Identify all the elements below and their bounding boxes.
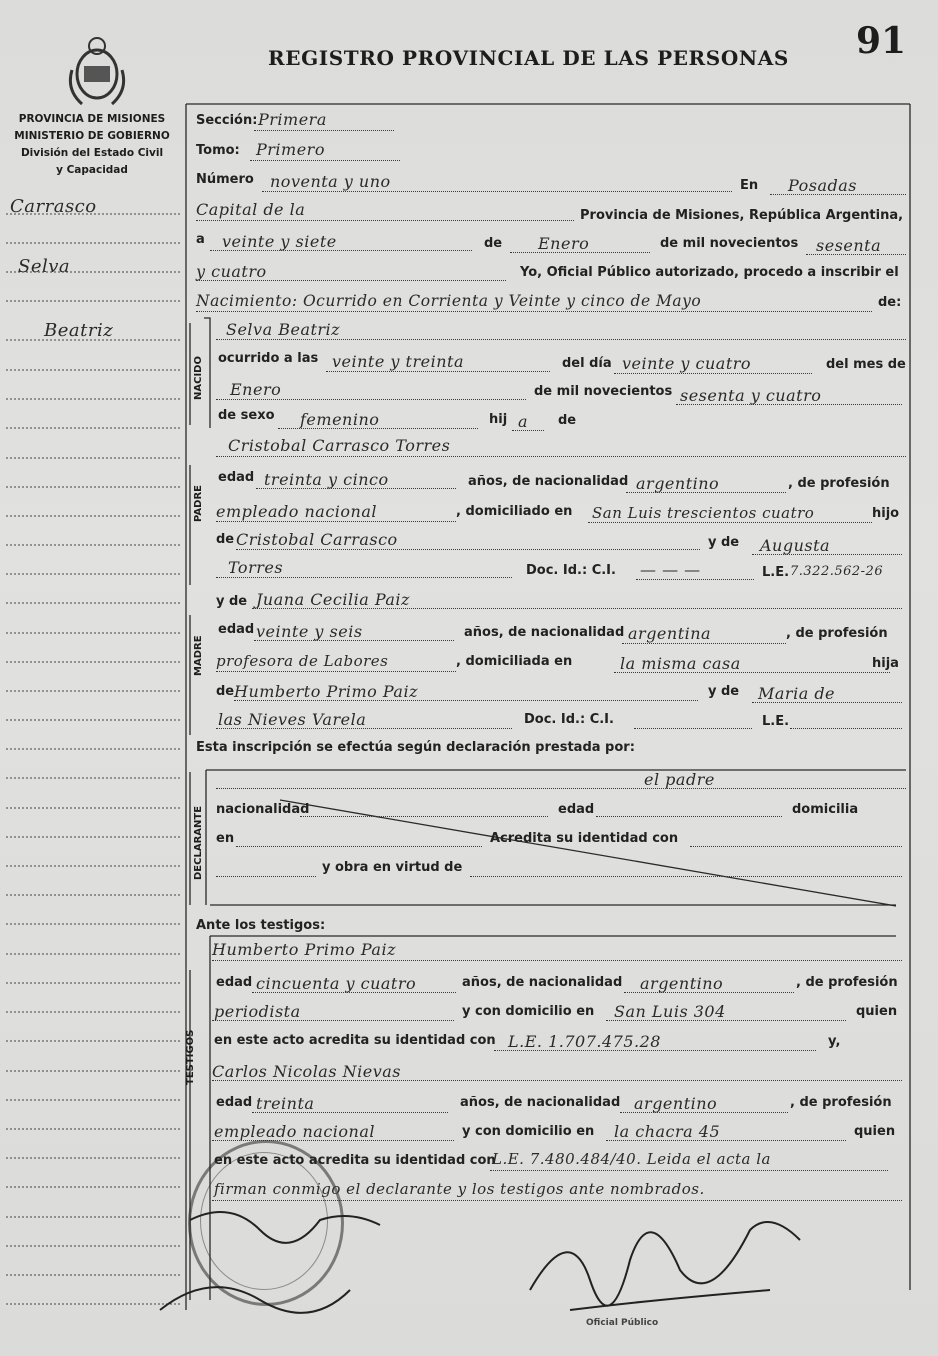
- nacido-mes-line: [216, 399, 526, 400]
- madre-y-de-label: y de: [216, 594, 248, 609]
- a-label: a: [196, 232, 205, 247]
- padre-profesion-line: [216, 521, 456, 522]
- padre-edad-value: treinta y cinco: [264, 470, 389, 489]
- hij-label: hij: [489, 412, 508, 427]
- nacido-nombre: Selva Beatriz: [226, 320, 341, 339]
- de-colon: de:: [878, 295, 902, 310]
- anio-value: sesenta: [816, 236, 882, 255]
- org-line: y Capacidad: [56, 164, 128, 176]
- section-testigos: TESTIGOS: [185, 1029, 196, 1085]
- testigo2-quien-label: quien: [854, 1124, 896, 1139]
- margin-note-name2: Beatriz: [44, 320, 114, 341]
- declarante-nac-line: [300, 816, 548, 817]
- del-dia-label: del día: [562, 356, 612, 371]
- madre-le-label: L.E.: [762, 714, 790, 729]
- cierre-text: firman conmigo el declarante y los testigos ante nombrados.: [214, 1180, 705, 1198]
- padre-madre-de2: Torres: [228, 558, 284, 577]
- padre-de-label: de: [216, 532, 235, 547]
- madre-hija-label: hija: [872, 656, 899, 671]
- org-line: PROVINCIA DE MISIONES: [18, 113, 166, 125]
- en-value: Posadas: [788, 176, 857, 195]
- padre-y-de-label: y de: [708, 535, 740, 550]
- madre-profesion-value: profesora de Labores: [216, 652, 389, 670]
- dia-value: veinte y siete: [222, 232, 337, 251]
- madre-madre2-line: [216, 728, 512, 729]
- padre-edad-label: edad: [218, 470, 255, 485]
- ante-testigos-label: Ante los testigos:: [196, 918, 326, 933]
- sexo-label: de sexo: [218, 408, 275, 423]
- hij-line: [512, 430, 544, 431]
- madre-nacionalidad-value: argentina: [628, 624, 712, 643]
- declarante-obra-line2: [470, 876, 902, 877]
- testigo2-acredita-text: en este acto acredita su identidad con: [214, 1153, 496, 1168]
- padre-nombre: Cristobal Carrasco Torres: [228, 436, 451, 455]
- testigo1-dom-line: [606, 1020, 846, 1021]
- nacido-mes-value: Enero: [230, 380, 282, 399]
- testigo1-y-label: y,: [828, 1034, 841, 1049]
- madre-edad-label: edad: [218, 622, 255, 637]
- padre-profesion-label: , de profesión: [788, 476, 890, 491]
- declarante-obra-line1: [216, 876, 316, 877]
- padre-le-value: 7.322.562-26: [790, 564, 884, 579]
- testigo1-profesion-value: periodista: [214, 1002, 301, 1021]
- madre-edad-value: veinte y seis: [256, 622, 363, 641]
- numero-label: Número: [196, 172, 254, 187]
- testigo1-edad-value: cincuenta y cuatro: [256, 974, 417, 993]
- testigo2-domicilio-label: y con domicilio en: [462, 1124, 595, 1139]
- padre-nombre-line: [216, 456, 906, 457]
- hora-line: [326, 371, 550, 372]
- testigo2-edad-label: edad: [216, 1095, 253, 1110]
- testigo2-doc-value: L.E. 7.480.484/40. Leida el acta la: [492, 1150, 771, 1168]
- org-line: División del Estado Civil: [20, 147, 164, 159]
- testigo2-nombre-line: [212, 1080, 902, 1081]
- declarante-line1: [216, 788, 906, 789]
- mil-text: de mil novecientos: [660, 236, 799, 251]
- seccion-line: [254, 130, 394, 131]
- testigo1-edad-label: edad: [216, 975, 253, 990]
- testigo1-acredita-text: en este acto acredita su identidad con: [214, 1033, 496, 1048]
- padre-madre-de: Augusta: [760, 536, 831, 555]
- nacido-mil-text: de mil novecientos: [534, 384, 673, 399]
- madre-profesion-line: [216, 671, 456, 672]
- sexo-line: [278, 428, 478, 429]
- declarante-domicilio-label: domicilia: [792, 802, 859, 817]
- padre-nacionalidad-text: años, de nacionalidad: [468, 474, 629, 489]
- padre-doc-value: — — —: [640, 560, 701, 579]
- tomo-value: Primero: [256, 140, 325, 159]
- numero-value: noventa y uno: [270, 172, 391, 191]
- padre-domicilio-line: [588, 522, 872, 523]
- numero-line: [262, 191, 732, 192]
- padre-padre-de: Cristobal Carrasco: [236, 530, 398, 549]
- padre-doc-label: Doc. Id.: C.I.: [526, 563, 616, 578]
- testigo1-domicilio-label: y con domicilio en: [462, 1004, 595, 1019]
- padre-nacionalidad-value: argentino: [636, 474, 720, 493]
- testigo2-prof-line: [212, 1140, 454, 1141]
- madre-doc-label: Doc. Id.: C.I.: [524, 712, 614, 727]
- capital-value: Capital de la: [196, 200, 306, 219]
- testigo1-nombre: Humberto Primo Paiz: [212, 940, 396, 959]
- mes-value: Enero: [538, 234, 590, 253]
- testigo1-doc-value: L.E. 1.707.475.28: [508, 1032, 661, 1051]
- testigo2-nacionalidad-value: argentino: [634, 1094, 718, 1113]
- del-mes-label: del mes de: [826, 357, 906, 372]
- madre-profesion-label: , de profesión: [786, 626, 888, 641]
- testigo1-doc-line: [494, 1050, 816, 1051]
- capital-line: [196, 220, 574, 221]
- madre-nombre-line: [252, 608, 902, 609]
- de-label: de: [484, 236, 503, 251]
- nacido-dia-line: [614, 373, 812, 374]
- declarante-edad-label: edad: [558, 802, 595, 817]
- testigo2-edad-value: treinta: [256, 1094, 315, 1113]
- testigo1-prof-line: [212, 1020, 454, 1021]
- tomo-line: [250, 160, 400, 161]
- anio-value2: y cuatro: [196, 262, 267, 281]
- madre-nombre: Juana Cecilia Paiz: [256, 590, 410, 609]
- dia-line: [210, 250, 472, 251]
- padre-le-label: L.E.: [762, 565, 790, 580]
- acto-value: Nacimiento: Ocurrido en Corrienta y Veinte y cinco de Mayo: [196, 292, 702, 310]
- margin-note-surname: Carrasco: [10, 196, 97, 217]
- madre-domicilio-label: , domiciliada en: [456, 654, 573, 669]
- declarante-en-line: [236, 846, 482, 847]
- testigo2-nac-line: [620, 1112, 788, 1113]
- nacido-anio-line: [676, 404, 902, 405]
- madre-madre-line: [752, 702, 902, 703]
- section-nacido: NACIDO: [193, 356, 204, 400]
- declarante-edad-line: [596, 816, 782, 817]
- declarante-en-label: en: [216, 831, 235, 846]
- padre-hijo-label: hijo: [872, 506, 900, 521]
- sexo-value: femenino: [300, 410, 380, 429]
- section-madre: MADRE: [193, 635, 204, 676]
- seccion-value: Primera: [258, 110, 327, 129]
- testigo1-profesion-label: , de profesión: [796, 975, 898, 990]
- nacido-de-label: de: [558, 413, 577, 428]
- madre-y-de2-label: y de: [708, 684, 740, 699]
- declarante-obra-label: y obra en virtud de: [322, 860, 463, 875]
- padre-madre2-line: [216, 577, 512, 578]
- testigo2-profesion-value: empleado nacional: [214, 1122, 375, 1141]
- testigo1-domicilio-value: San Luis 304: [614, 1002, 726, 1021]
- padre-edad-line: [256, 488, 456, 489]
- testigo1-edad-line: [252, 992, 456, 993]
- page-number: 91: [856, 20, 907, 62]
- testigo2-doc-line: [490, 1170, 888, 1171]
- padre-domicilio-label: , domiciliado en: [456, 504, 573, 519]
- testigo1-nacionalidad-value: argentino: [640, 974, 724, 993]
- testigo1-quien-label: quien: [856, 1004, 898, 1019]
- testigo2-nombre: Carlos Nicolas Nievas: [212, 1062, 402, 1081]
- anio-line: [806, 254, 906, 255]
- madre-le-line: [790, 728, 902, 729]
- declarante-acredita-label: Acredita su identidad con: [490, 831, 679, 846]
- madre-edad-line: [254, 640, 454, 641]
- testigo2-edad-line: [252, 1112, 448, 1113]
- madre-domicilio-value: la misma casa: [620, 654, 741, 673]
- testigo2-profesion-label: , de profesión: [790, 1095, 892, 1110]
- testigo2-domicilio-value: la chacra 45: [614, 1122, 721, 1141]
- declarante-acredita-line: [690, 846, 902, 847]
- padre-doc-line: [636, 579, 754, 580]
- madre-padre-line: [234, 700, 698, 701]
- hij-value: a: [518, 412, 529, 431]
- oficial-text: Yo, Oficial Público autorizado, procedo a inscribir el: [520, 265, 899, 280]
- testigo1-nac-line: [624, 992, 794, 993]
- padre-profesion-value: empleado nacional: [216, 502, 377, 521]
- padre-madre-line: [752, 554, 902, 555]
- madre-padre-de: Humberto Primo Paiz: [234, 682, 418, 701]
- provincia-text: Provincia de Misiones, República Argentina,: [580, 208, 904, 223]
- madre-nacionalidad-line: [622, 643, 786, 644]
- nacido-dia-value: veinte y cuatro: [622, 354, 752, 373]
- tomo-label: Tomo:: [196, 143, 240, 158]
- madre-madre-de: Maria de: [758, 684, 836, 703]
- en-label: En: [740, 178, 759, 193]
- padre-nacionalidad-line: [626, 492, 786, 493]
- madre-nacionalidad-text: años, de nacionalidad: [464, 625, 625, 640]
- margin-note-name1: Selva: [18, 256, 71, 277]
- testigo1-nacionalidad-text: años, de nacionalidad: [462, 975, 623, 990]
- testigo2-dom-line: [606, 1140, 846, 1141]
- madre-doc-line: [634, 728, 752, 729]
- padre-domicilio-value: San Luis trescientos cuatro: [592, 504, 815, 522]
- en-line: [770, 194, 906, 195]
- anio2-line: [196, 280, 506, 281]
- madre-de-label: de: [216, 684, 235, 699]
- nacido-nombre-line: [216, 339, 906, 340]
- testigo2-nacionalidad-text: años, de nacionalidad: [460, 1095, 621, 1110]
- declarante-quien: el padre: [644, 770, 715, 789]
- ocurrido-label: ocurrido a las: [218, 351, 319, 366]
- inscripcion-text: Esta inscripción se efectúa según declaración prestada por:: [196, 740, 635, 755]
- declarante-nacionalidad-label: nacionalidad: [216, 802, 310, 817]
- hora-value: veinte y treinta: [332, 352, 464, 371]
- org-line: MINISTERIO DE GOBIERNO: [14, 130, 170, 142]
- nacido-anio-value: sesenta y cuatro: [680, 386, 822, 405]
- signatures-icon: [150, 1190, 890, 1350]
- section-declarante: DECLARANTE: [193, 805, 204, 880]
- stamp-text: Oficial Público: [586, 1318, 659, 1328]
- madre-madre-de2: las Nieves Varela: [218, 710, 367, 729]
- seccion-label: Sección:: [196, 113, 258, 128]
- testigo1-nombre-line: [212, 960, 902, 961]
- acto-line: [196, 311, 872, 312]
- padre-padre-line: [236, 549, 700, 550]
- mes-line: [510, 252, 650, 253]
- section-padre: PADRE: [193, 485, 204, 522]
- page-title: REGISTRO PROVINCIAL DE LAS PERSONAS: [268, 46, 789, 70]
- madre-domicilio-line: [614, 672, 890, 673]
